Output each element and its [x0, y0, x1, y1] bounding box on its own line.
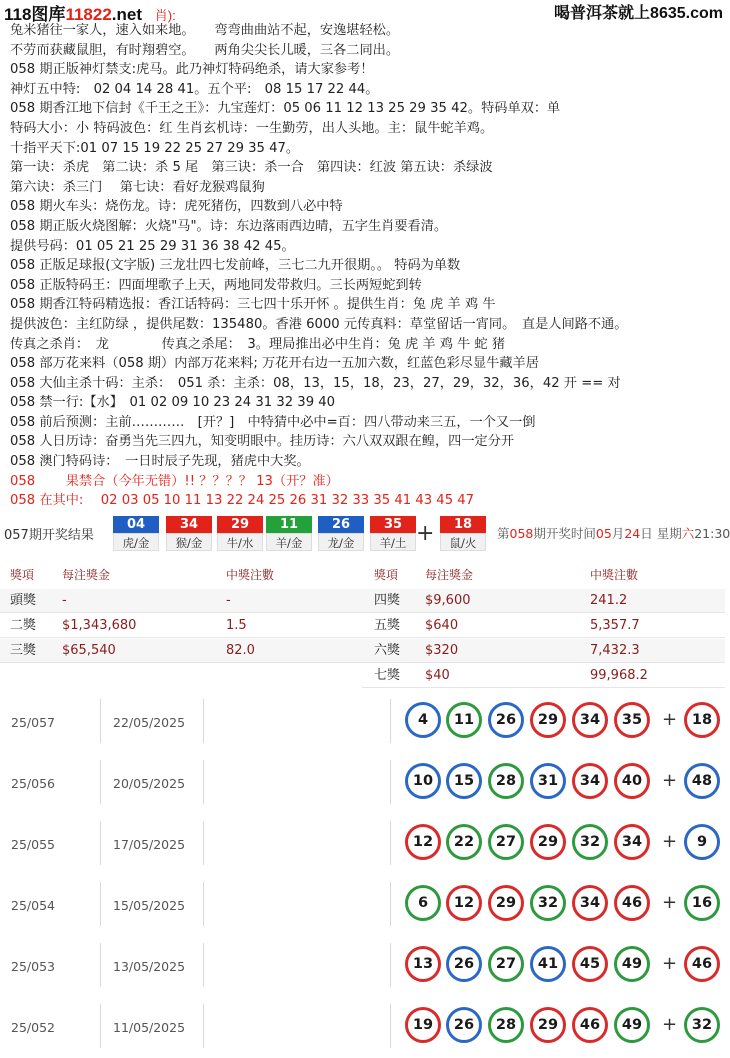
prediction-line: 神灯五中特: 02 04 14 28 41。五个平: 08 15 17 22 44。	[10, 81, 379, 97]
prediction-line: 058 期正版神灯禁支:虎马。此乃神灯特码绝杀，请大家参考！	[10, 62, 374, 78]
prize-row-band	[362, 639, 725, 663]
column-divider	[100, 943, 101, 987]
history-ball: 22	[446, 824, 482, 860]
history-date: 22/05/2025	[113, 715, 186, 730]
prediction-line: 058 果禁合（今年无错）!! ？？？？ 13（开？准）	[10, 473, 339, 489]
prediction-line: 特码大小：小 特码波色：红 生肖玄机诗：一生勤劳，出人头地。主：鼠牛蛇羊鸡。	[10, 120, 494, 136]
prize-header-count-right: 中獎注數	[590, 568, 639, 582]
history-ball: 29	[530, 702, 566, 738]
draw-ball-zodiac: 鼠/火	[440, 533, 486, 551]
draw-ball	[318, 516, 364, 552]
next-draw-month: 05	[595, 526, 612, 541]
column-divider	[100, 882, 101, 926]
column-divider	[390, 882, 391, 926]
history-issue: 25/056	[11, 776, 55, 791]
prediction-line: 兔米猪往一家人，速入如来地。 弯弯曲曲站不起，安逸堪轻松。	[10, 23, 400, 38]
draw-ball-zodiac: 羊/金	[266, 533, 312, 551]
prize-count: 5,357.7	[590, 618, 640, 633]
plus-sign: +	[662, 953, 678, 974]
prediction-line: 058 期正版火烧图解：火烧"马"。诗：东边落雨西边晴，五字生肖要看清。	[10, 218, 448, 234]
prize-header-count: 中獎注數	[226, 568, 275, 582]
prize-name: 五獎	[374, 618, 401, 633]
prize-header-amount-right: 每注獎金	[425, 568, 474, 582]
history-ball: 29	[530, 824, 566, 860]
history-ball: 27	[488, 946, 524, 982]
draw-ball	[217, 516, 263, 552]
history-ball: 10	[405, 763, 441, 799]
prize-name: 七獎	[374, 668, 401, 683]
draw-ball-zodiac: 猴/金	[166, 533, 212, 551]
history-row[interactable]	[0, 750, 725, 814]
next-draw-prefix: 第	[497, 526, 510, 541]
prediction-line: 第六诀：杀三门 第七诀：看好龙猴鸡鼠狗	[10, 179, 265, 195]
history-ball: 34	[572, 885, 608, 921]
draw-ball-number: 35	[370, 516, 416, 533]
draw-ball-zodiac: 龙/金	[318, 533, 364, 551]
prize-amount: $640	[425, 618, 459, 633]
prize-row	[0, 588, 725, 614]
history-row[interactable]	[0, 689, 725, 753]
prize-header-name: 獎項	[10, 568, 35, 582]
logo-note: 肖):	[154, 8, 176, 23]
history-date: 13/05/2025	[113, 959, 186, 974]
history-ball: 32	[530, 885, 566, 921]
prize-amount: $40	[425, 668, 450, 683]
prediction-line: 058 期火车头：烧伤龙。诗：虎死猪伤，四数到八必中特	[10, 199, 343, 215]
next-draw-day: 24	[624, 526, 641, 541]
next-draw-weekday-label: 日 星期	[640, 526, 682, 541]
prediction-line: 058 正版足球报(文字版) 三龙壮四七发前峰，三七二九开很期。。 特码为单数	[10, 258, 461, 274]
prediction-line: 058 在其中: 02 03 05 10 11 13 22 24 25 26 31 32 33 35 41 43 45 47	[10, 493, 475, 509]
logo-highlight: 11822	[65, 5, 112, 24]
history-special-ball: 9	[684, 824, 720, 860]
history-ball: 46	[614, 885, 650, 921]
plus-sign: +	[662, 770, 678, 791]
draw-ball-zodiac: 虎/金	[113, 533, 159, 551]
history-ball: 15	[446, 763, 482, 799]
column-divider	[390, 821, 391, 865]
column-divider	[100, 821, 101, 865]
next-draw-info	[497, 524, 730, 542]
prediction-line: 058 人日历诗：奋勇当先三四九，知变明眼中。挂历诗：六八双双跟在鳇，四一定分开	[10, 434, 515, 450]
prediction-line: 提供号码：01 05 21 25 29 31 36 38 42 45。	[10, 238, 295, 254]
history-date: 15/05/2025	[113, 898, 186, 913]
history-ball: 29	[488, 885, 524, 921]
draw-ball-number: 26	[318, 516, 364, 533]
prize-header-row	[0, 562, 725, 588]
draw-title: 057期开奖结果	[4, 528, 94, 543]
history-ball: 28	[488, 763, 524, 799]
plus-sign: +	[662, 831, 678, 852]
draw-ball-number: 18	[440, 516, 486, 533]
column-divider	[390, 1004, 391, 1048]
prize-table	[0, 562, 725, 687]
prediction-line: 十指平天下:01 07 15 19 22 25 27 29 35 47。	[10, 140, 300, 156]
plus-sign: +	[416, 521, 435, 546]
prize-amount: $9,600	[425, 593, 471, 608]
history-ball: 32	[572, 824, 608, 860]
history-issue: 25/054	[11, 898, 55, 913]
prize-amount: $65,540	[62, 643, 116, 658]
next-draw-issue: 058	[509, 526, 534, 541]
prediction-line: 058 部万花来料（058 期）内部万花来料; 万花开右边一五加六数，红蓝色彩尽显牛藏羊居	[10, 356, 539, 372]
history-ball: 40	[614, 763, 650, 799]
prize-name: 四獎	[374, 593, 401, 608]
history-ball: 29	[530, 1007, 566, 1043]
logo-prefix: 118图库	[4, 5, 66, 24]
column-divider	[100, 760, 101, 804]
draw-ball	[166, 516, 212, 552]
plus-sign: +	[662, 1014, 678, 1035]
prediction-line: 传真之杀肖： 龙 传真之杀尾： 3。理局推出必中生肖：兔 虎 羊 鸡 牛 蛇 猪	[10, 336, 506, 352]
prediction-line: 058 禁一行:【水】 01 02 09 10 23 24 31 32 39 40	[10, 395, 336, 411]
prize-row-band	[362, 664, 725, 688]
history-ball: 6	[405, 885, 441, 921]
history-ball: 4	[405, 702, 441, 738]
prize-count: 1.5	[226, 618, 247, 633]
prediction-text-block	[10, 21, 722, 511]
prediction-line: 058 期香江特码精选报：香江话特码：三七四十乐开怀 。提供生肖：兔 虎 羊 鸡 牛	[10, 297, 496, 313]
prize-count: 7,432.3	[590, 643, 640, 658]
column-divider	[203, 760, 204, 804]
history-issue: 25/053	[11, 959, 55, 974]
prediction-line: 058 大仙主杀十码：主杀： 051 杀：主杀：08，13，15，18，23，27，29，32，36，42 开 == 对	[10, 375, 621, 391]
history-ball: 19	[405, 1007, 441, 1043]
history-date: 11/05/2025	[113, 1020, 186, 1035]
prize-name: 三獎	[10, 643, 37, 658]
column-divider	[203, 943, 204, 987]
next-draw-weekday: 六	[681, 526, 695, 541]
column-divider	[203, 699, 204, 743]
column-divider	[203, 882, 204, 926]
prize-row-band	[362, 589, 725, 613]
draw-ball	[370, 516, 416, 552]
history-ball: 46	[572, 1007, 608, 1043]
history-special-ball: 46	[684, 946, 720, 982]
history-ball: 35	[614, 702, 650, 738]
prize-row	[0, 638, 725, 664]
next-draw-label: 期开奖时间	[533, 526, 596, 541]
column-divider	[203, 821, 204, 865]
prediction-line: 提供波色：主红防绿 ，提供尾数：135480。香港 6000 元传真料：草堂留话一宵同。 直是人间路不通。	[10, 316, 628, 332]
history-ball: 31	[530, 763, 566, 799]
history-ball: 34	[572, 702, 608, 738]
history-ball: 34	[572, 763, 608, 799]
prize-header-name-right: 獎項	[374, 568, 399, 582]
prize-amount: -	[62, 593, 67, 608]
history-ball: 41	[530, 946, 566, 982]
prize-count: 241.2	[590, 593, 628, 608]
prize-count: -	[226, 593, 231, 608]
history-date: 20/05/2025	[113, 776, 186, 791]
column-divider	[390, 760, 391, 804]
prediction-line: 不劳而获藏鼠胆，有时翔碧空。 两角尖尖长儿暖，三各二同出。	[10, 42, 400, 58]
next-draw-time: 21:30	[694, 526, 730, 541]
draw-ball	[266, 516, 312, 552]
history-row[interactable]	[0, 872, 725, 936]
prize-name: 頭獎	[10, 593, 37, 608]
draw-ball-zodiac: 羊/土	[370, 533, 416, 551]
prize-row	[0, 663, 725, 689]
site-header	[0, 0, 725, 24]
prediction-line: 058 前后预测：主前………… [开？] 中特猜中必中=百：四八带动来三五，一个又一倒	[10, 414, 536, 430]
plus-sign: +	[662, 709, 678, 730]
column-divider	[390, 699, 391, 743]
prize-name: 二獎	[10, 618, 37, 633]
history-ball: 45	[572, 946, 608, 982]
history-special-ball: 32	[684, 1007, 720, 1043]
draw-ball-number: 29	[217, 516, 263, 533]
history-special-ball: 18	[684, 702, 720, 738]
prize-amount: $1,343,680	[62, 618, 137, 633]
column-divider	[100, 699, 101, 743]
history-ball: 34	[614, 824, 650, 860]
history-ball: 49	[614, 1007, 650, 1043]
plus-sign: +	[662, 892, 678, 913]
draw-ball-number: 11	[266, 516, 312, 533]
draw-special-ball	[440, 516, 486, 552]
history-ball: 49	[614, 946, 650, 982]
draw-ball	[113, 516, 159, 552]
history-ball: 28	[488, 1007, 524, 1043]
sponsor-banner[interactable]: 喝普洱茶就上8635.com	[554, 5, 723, 22]
history-issue: 25/057	[11, 715, 55, 730]
history-row[interactable]	[0, 933, 725, 997]
prize-header-amount: 每注獎金	[62, 568, 111, 582]
column-divider	[390, 943, 391, 987]
prize-count: 82.0	[226, 643, 255, 658]
prize-count: 99,968.2	[590, 668, 648, 683]
prize-amount: $320	[425, 643, 459, 658]
history-ball: 12	[405, 824, 441, 860]
history-date: 17/05/2025	[113, 837, 186, 852]
column-divider	[203, 1004, 204, 1048]
draw-ball-zodiac: 牛/水	[217, 533, 263, 551]
next-draw-month-unit: 月	[611, 526, 625, 541]
prediction-line: 第一诀：杀虎 第二诀：杀 5 尾 第三诀：杀一合 第四诀：红波 第五诀：杀绿波	[10, 160, 493, 176]
draw-result-bar	[0, 513, 730, 555]
history-ball: 27	[488, 824, 524, 860]
history-ball: 11	[446, 702, 482, 738]
history-special-ball: 48	[684, 763, 720, 799]
history-row[interactable]	[0, 811, 725, 875]
history-issue: 25/052	[11, 1020, 55, 1035]
draw-ball-number: 34	[166, 516, 212, 533]
history-ball: 26	[446, 946, 482, 982]
logo-suffix: .net	[111, 5, 143, 24]
column-divider	[100, 1004, 101, 1048]
prediction-line: 058 期香江地下信封《千王之王》：九宝莲灯：05 06 11 12 13 25 29 35 42。特码单双：单	[10, 101, 561, 117]
prediction-line: 058 正版特码王：四面埋歌子上天，两地同发带救归。三长两短蛇到转	[10, 277, 422, 293]
prize-row	[0, 613, 725, 639]
history-special-ball: 16	[684, 885, 720, 921]
history-ball: 26	[488, 702, 524, 738]
history-ball: 26	[446, 1007, 482, 1043]
history-ball: 13	[405, 946, 441, 982]
prize-name: 六獎	[374, 643, 401, 658]
history-ball: 12	[446, 885, 482, 921]
history-row[interactable]	[0, 994, 725, 1058]
prize-row-band	[362, 614, 725, 638]
prediction-line: 058 澳门特码诗： 一日时辰子先现，猪虎中大奖。	[10, 454, 310, 470]
draw-ball-number: 04	[113, 516, 159, 533]
history-issue: 25/055	[11, 837, 55, 852]
